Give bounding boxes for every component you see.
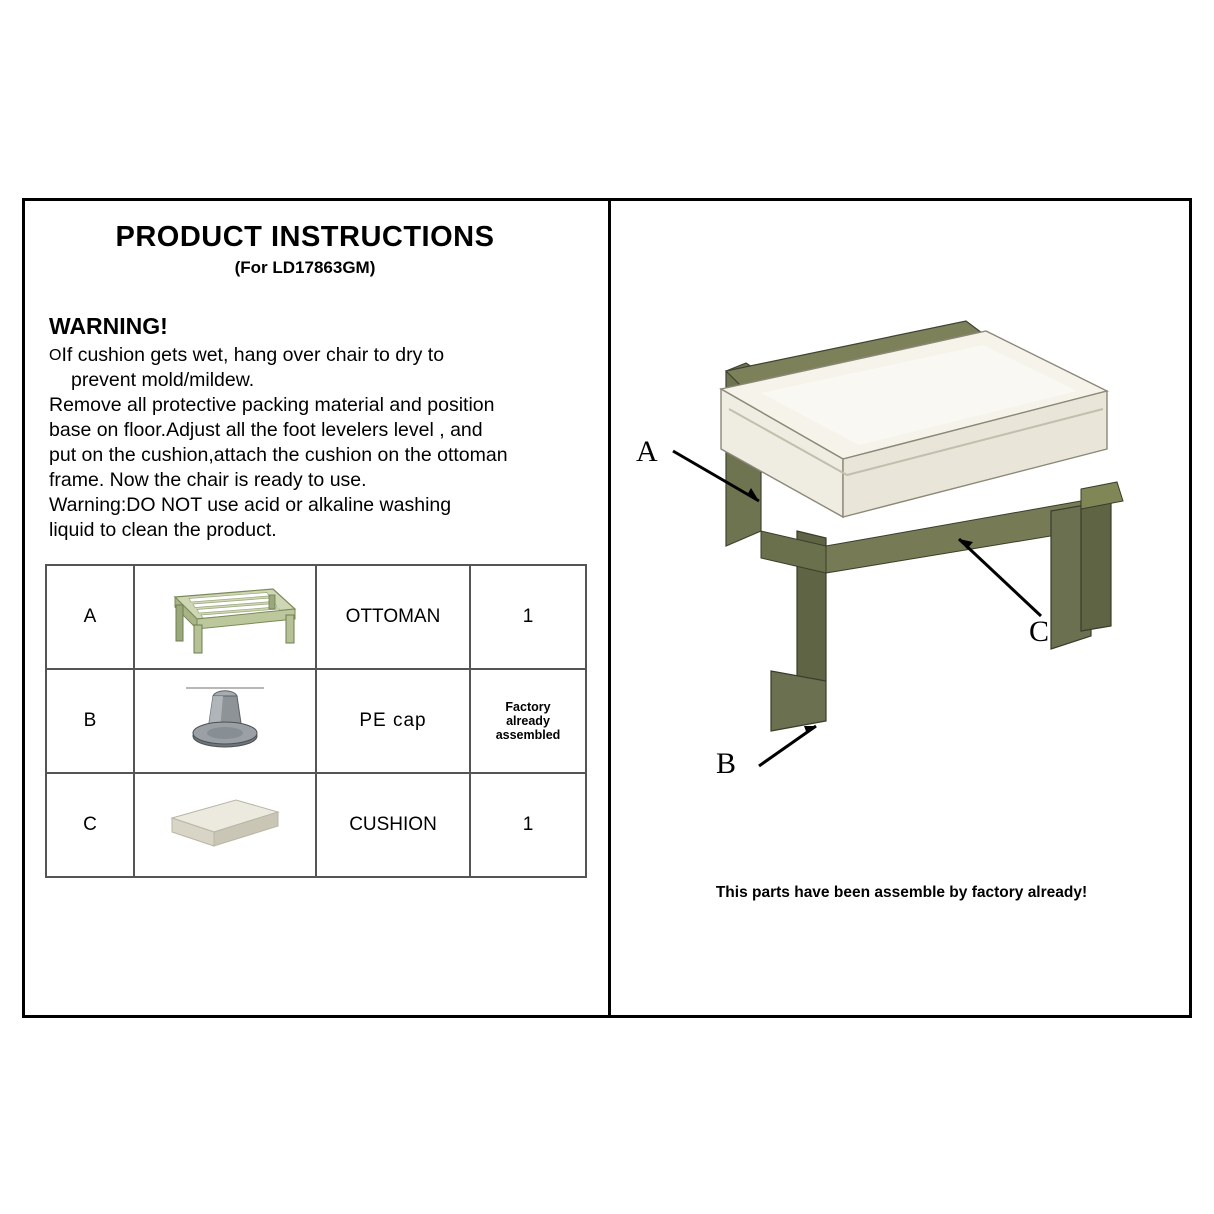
factory-note: This parts have been assemble by factory already! <box>715 884 1088 901</box>
warning-line-6: frame. Now the chair is ready to use. <box>49 469 367 491</box>
part-qty-line-1: Factory <box>505 700 551 714</box>
page-subtitle: (For LD17863GM) <box>234 258 376 277</box>
part-letter: A <box>46 565 134 669</box>
pe-cap-graphic <box>150 678 300 764</box>
part-qty: 1 <box>470 565 586 669</box>
callout-a: A <box>636 435 658 468</box>
warning-heading: WARNING! <box>49 313 168 339</box>
table-row <box>46 669 586 773</box>
warning-line-7: Warning:DO NOT use acid or alkaline washing <box>49 494 452 516</box>
warning-line-2: prevent mold/mildew. <box>71 369 255 391</box>
part-qty <box>470 669 586 773</box>
assembly-diagram <box>611 201 1192 901</box>
table-row <box>46 773 586 877</box>
warning-line-1: If cushion gets wet, hang over chair to dry to <box>61 344 445 366</box>
left-panel <box>25 201 608 1015</box>
warning-line-4: base on floor.Adjust all the foot levelers level , and <box>49 419 483 441</box>
warning-line-3: Remove all protective packing material and position <box>49 394 495 416</box>
bullet-icon: O <box>49 347 62 364</box>
part-letter: B <box>46 669 134 773</box>
ottoman-frame-icon <box>134 565 316 669</box>
table-row <box>46 565 586 669</box>
callout-c: C <box>1029 615 1050 648</box>
part-letter: C <box>46 773 134 877</box>
pe-cap-icon <box>134 669 316 773</box>
part-qty-line-2: already <box>506 714 550 728</box>
cushion-graphic <box>150 784 300 866</box>
cushion-icon <box>134 773 316 877</box>
warning-line-5: put on the cushion,attach the cushion on the ottoman <box>49 444 508 466</box>
parts-table <box>45 564 587 878</box>
page-title: PRODUCT INSTRUCTIONS <box>115 221 495 253</box>
part-name: PE cap <box>316 669 470 773</box>
right-panel <box>611 201 1192 1015</box>
ottoman-frame-graphic <box>145 575 305 659</box>
part-name: OTTOMAN <box>316 565 470 669</box>
callout-b: B <box>716 747 737 780</box>
instruction-sheet <box>22 198 1192 1018</box>
part-qty: 1 <box>470 773 586 877</box>
part-name: CUSHION <box>316 773 470 877</box>
warning-body <box>49 343 579 543</box>
warning-line-8: liquid to clean the product. <box>49 519 277 541</box>
part-qty-line-3: assembled <box>495 728 561 742</box>
